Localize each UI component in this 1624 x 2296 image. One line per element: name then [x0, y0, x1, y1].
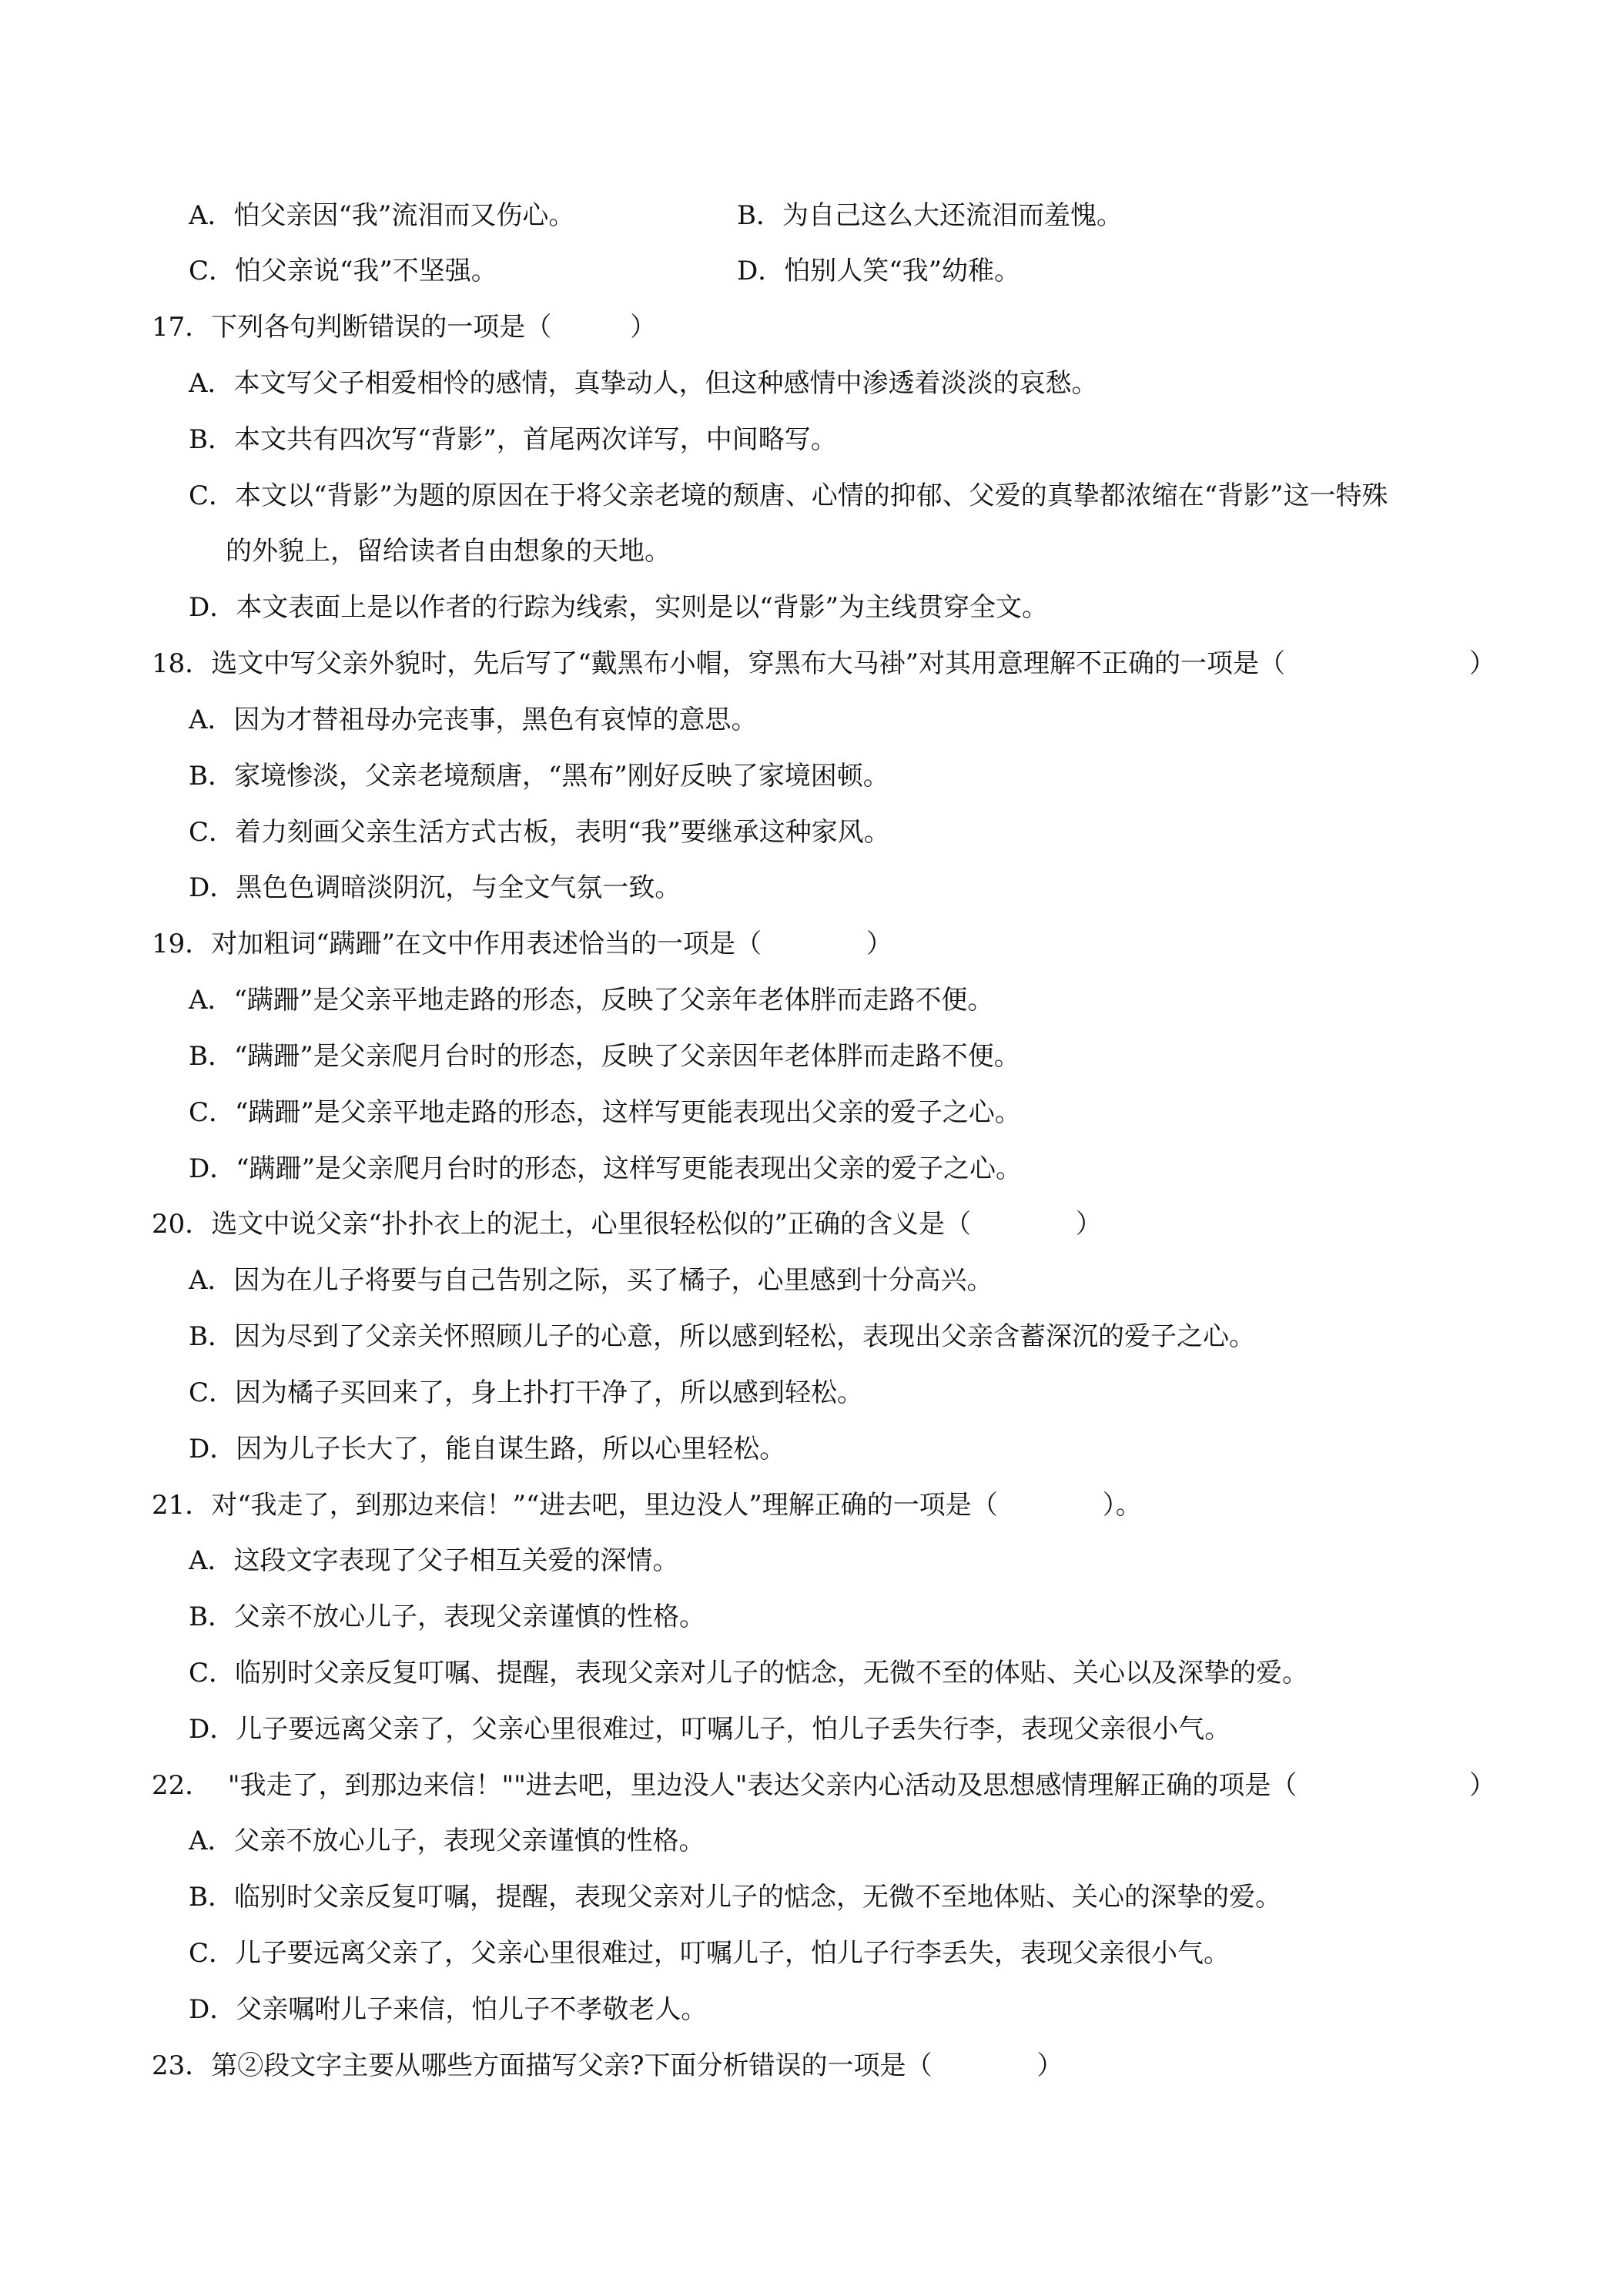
q18-option-d: D．黑色色调暗淡阴沉，与全文气氛一致。 [189, 872, 681, 903]
q18-option-b: B．家境惨淡，父亲老境颓唐，“黑布”刚好反映了家境困顿。 [189, 761, 889, 792]
q16-option-d: D．怕别人笑“我”幼稚。 [737, 256, 1021, 286]
q17-option-b: B．本文共有四次写“背影”，首尾两次详写，中间略写。 [189, 424, 837, 455]
q22-paren-close: ） [1469, 1770, 1495, 1801]
q20-option-b: B．因为尽到了父亲关怀照顾儿子的心意，所以感到轻松，表现出父亲含蓄深沉的爱子之心。 [189, 1321, 1255, 1352]
q21-option-b: B．父亲不放心儿子，表现父亲谨慎的性格。 [189, 1602, 705, 1632]
q16-option-b: B．为自己这么大还流泪而羞愧。 [737, 200, 1123, 231]
q20-option-c: C．因为橘子买回来了，身上扑打干净了，所以感到轻松。 [189, 1377, 864, 1408]
q19-stem: 19．对加粗词“蹒跚”在文中作用表述恰当的一项是（ ） [152, 929, 893, 959]
q21-option-d: D．儿子要远离父亲了，父亲心里很难过，叮嘱儿子，怕儿子丢失行李，表现父亲很小气。 [189, 1714, 1231, 1745]
q21-option-a: A．这段文字表现了父子相互关爱的深情。 [189, 1545, 679, 1576]
q17-option-d: D．本文表面上是以作者的行踪为线索，实则是以“背影”为主线贯穿全文。 [189, 592, 1049, 623]
q21-stem: 21．对“我走了，到那边来信！”“进去吧，里边没人”理解正确的一项是（ ）。 [152, 1490, 1142, 1521]
q19-option-d: D．“蹒跚”是父亲爬月台时的形态，这样写更能表现出父亲的爱子之心。 [189, 1153, 1023, 1184]
q18-option-c: C．着力刻画父亲生活方式古板，表明“我”要继承这种家风。 [189, 817, 890, 848]
q22-option-d: D．父亲嘱咐儿子来信，怕儿子不孝敬老人。 [189, 1994, 708, 2025]
q16-option-c: C．怕父亲说“我”不坚强。 [189, 256, 497, 286]
q19-option-c: C．“蹒跚”是父亲平地走路的形态，这样写更能表现出父亲的爱子之心。 [189, 1097, 1021, 1128]
q19-option-b: B．“蹒跚”是父亲爬月台时的形态，反映了父亲因年老体胖而走路不便。 [189, 1041, 1020, 1072]
q17-option-c-continued: 的外貌上，留给读者自由想象的天地。 [226, 536, 671, 567]
q17-option-c: C．本文以“背影”为题的原因在于将父亲老境的颓唐、心情的抑郁、父爱的真挚都浓缩在“背影”这一特殊 [189, 480, 1388, 511]
q17-option-a: A．本文写父子相爱相怜的感情，真挚动人，但这种感情中渗透着淡淡的哀愁。 [189, 368, 1098, 399]
q22-option-c: C．儿子要远离父亲了，父亲心里很难过，叮嘱儿子，怕儿子行李丢失，表现父亲很小气。 [189, 1938, 1231, 1969]
q23-stem: 23．第②段文字主要从哪些方面描写父亲?下面分析错误的一项是（ ） [152, 2050, 1063, 2081]
q17-stem: 17．下列各句判断错误的一项是（ ） [152, 312, 657, 343]
q20-option-d: D．因为儿子长大了，能自谋生路，所以心里轻松。 [189, 1434, 786, 1464]
q22-option-a: A．父亲不放心儿子，表现父亲谨慎的性格。 [189, 1826, 705, 1856]
q18-paren-close: ） [1469, 648, 1495, 679]
q21-option-c: C．临别时父亲反复叮嘱、提醒，表现父亲对儿子的惦念，无微不至的体贴、关心以及深挚的爱。 [189, 1658, 1309, 1689]
q16-option-a: A．怕父亲因“我”流泪而又伤心。 [189, 200, 575, 231]
q22-option-b: B．临别时父亲反复叮嘱，提醒，表现父亲对儿子的惦念，无微不至地体贴、关心的深挚的爱。 [189, 1882, 1281, 1913]
q18-option-a: A．因为才替祖母办完丧事，黑色有哀悼的意思。 [189, 705, 758, 735]
q22-stem: 22． "我走了，到那边来信！""进去吧，里边没人"表达父亲内心活动及思想感情理解正确的项是（ [152, 1770, 1298, 1801]
q19-option-a: A．“蹒跚”是父亲平地走路的形态，反映了父亲年老体胖而走路不便。 [189, 985, 994, 1016]
q18-stem: 18．选文中写父亲外貌时，先后写了“戴黑布小帽，穿黑布大马褂”对其用意理解不正确的一项是（ [152, 648, 1286, 679]
q20-stem: 20．选文中说父亲“扑扑衣上的泥土，心里很轻松似的”正确的含义是（ ） [152, 1209, 1103, 1240]
q20-option-a: A．因为在儿子将要与自己告别之际，买了橘子，心里感到十分高兴。 [189, 1265, 993, 1296]
